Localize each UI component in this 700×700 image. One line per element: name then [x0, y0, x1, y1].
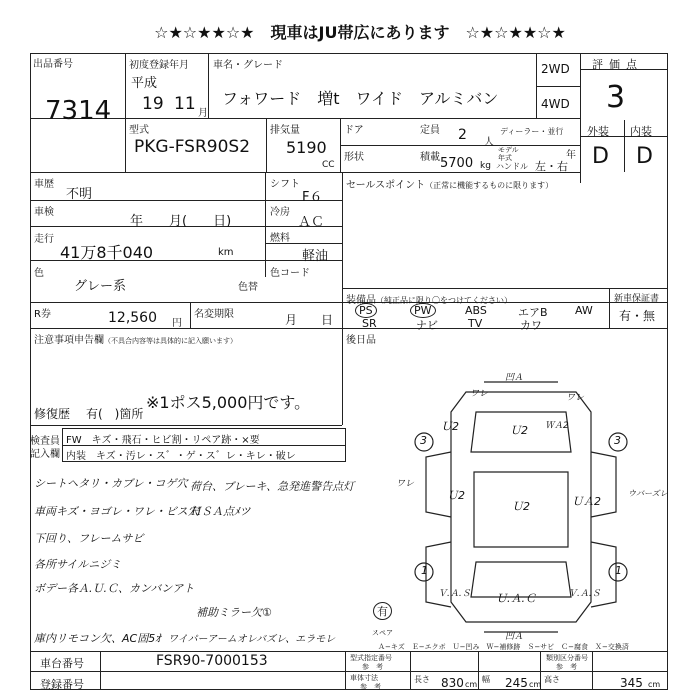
- width-value: 245: [505, 676, 528, 690]
- shape-label: 形状: [344, 152, 364, 163]
- capacity-unit: 人: [484, 137, 494, 148]
- checklist-row-2: 内装 キズ・汚レ・ス゛・ゲ・ス゛レ・キレ・破レ: [66, 451, 296, 462]
- displacement-unit: CC: [322, 160, 335, 170]
- length-label: 長さ: [414, 675, 430, 684]
- note-0: シートヘタリ・カブレ・コゲ穴: [34, 477, 188, 490]
- damage-legend: Ａ−キズ Ｅ−エクボ Ｕ−凹み Ｗ−補修跡 Ｓ−サビ Ｃ−腐食 Ｘ−交換済: [378, 643, 629, 651]
- checklist-label-2: 記入欄: [30, 449, 60, 460]
- interior-label: 内装: [630, 125, 652, 138]
- exterior-value: D: [592, 144, 609, 169]
- mark-12: 3: [420, 434, 427, 447]
- mark-16: ワレ: [396, 479, 415, 489]
- banner: ☆★☆★★☆★ 現車はJU帯広にあります ☆★☆★★☆★: [154, 23, 566, 42]
- note-9: ワイパーアームオレバズレ、エラモレ: [168, 634, 336, 645]
- recycle-unit: 円: [172, 318, 182, 329]
- checklist-row-1: FW キズ・飛石・ヒビ割・リペア跡・×要: [66, 435, 260, 446]
- sales-point-label: [346, 176, 553, 191]
- handle-label: ハンドル: [496, 162, 528, 171]
- model-year-label: モデル年式: [498, 146, 519, 162]
- lot-number: 7314: [45, 96, 112, 126]
- note-8: 庫内リモコン欠、AC固5ｵ: [34, 632, 161, 645]
- sales-point-title: セールスポイント: [346, 180, 426, 191]
- mark-10: ＷＡ2: [545, 421, 569, 431]
- first-reg-label: 初度登録年月: [129, 60, 189, 71]
- dims-sub: 参 考: [360, 683, 381, 691]
- displacement-value: 5190: [286, 138, 327, 157]
- equip-tv: TV: [468, 317, 483, 330]
- load-unit: kg: [480, 161, 491, 171]
- doors-label: ドア: [344, 125, 364, 136]
- mark-13: 3: [614, 434, 621, 447]
- category-label: 類別区分番号: [546, 654, 588, 662]
- declaration-text: ※1ポス5,000円です。: [146, 393, 311, 412]
- drive-4wd: 4WD: [541, 97, 570, 111]
- category-sub: 参 考: [556, 663, 577, 671]
- height-unit: cm: [648, 680, 661, 689]
- equipment-note: （純正品に限り〇をつけてください）: [376, 296, 512, 305]
- capacity-label: 定員: [420, 125, 440, 136]
- rear-seat-label: 後日品: [346, 335, 376, 346]
- car-name: フォワード 増t ワイド アルミバン: [222, 89, 499, 108]
- spare-value: 有: [373, 602, 392, 620]
- equip-airbag: エアB: [518, 306, 548, 319]
- displacement-label: 排気量: [270, 125, 300, 136]
- dealer-label: ディーラー・並行: [500, 127, 564, 136]
- chassis-value: FSR90-7000153: [156, 653, 268, 669]
- mark-8: ワレ: [470, 389, 489, 399]
- equip-aw: AW: [575, 304, 593, 317]
- repair-label: 修復歴: [34, 407, 71, 421]
- repair-value: 有( )箇所: [86, 407, 144, 421]
- shift-value: F６: [302, 190, 323, 205]
- new-warranty-label: 新車保証書: [614, 294, 660, 304]
- car-name-label: 車名・グレード: [213, 60, 283, 71]
- equip-ps-circle: PS: [355, 303, 377, 318]
- equip-pw-circle: PW: [410, 303, 436, 318]
- year-unit: 年: [566, 150, 576, 161]
- equip-leather: カワ: [520, 319, 542, 332]
- color-value: グレー系: [74, 279, 127, 294]
- note-1: 荷台、ブレーキ、急発進警告点灯: [190, 480, 355, 493]
- load-value: 5700: [440, 156, 474, 171]
- note-2: 車両キズ・ヨゴレ・ワレ・ビス穴: [34, 505, 199, 518]
- equip-abs: ABS: [465, 304, 487, 317]
- mileage-label: 走行: [34, 234, 54, 245]
- first-reg-month: 11: [174, 94, 196, 114]
- drive-2wd: 2WD: [541, 62, 570, 76]
- recycle-label: R券: [34, 309, 51, 320]
- color-label: 色: [34, 268, 44, 279]
- declaration-title: 注意事項申告欄: [34, 335, 104, 346]
- reg-deadline-label: 名変期限: [194, 309, 234, 320]
- mark-0: Ｕ2: [510, 424, 528, 437]
- declaration-label: [34, 331, 237, 346]
- length-value: 830: [441, 676, 464, 690]
- mileage-value: 41万8千040: [60, 243, 154, 262]
- sales-point-note: （正常に機能するものに限ります）: [425, 181, 554, 190]
- model-value: PKG-FSR90S2: [134, 137, 251, 157]
- equipment-title: 装備品: [346, 295, 376, 306]
- mark-1: Ｕ2: [447, 489, 465, 502]
- note-6: ボデー各Ａ.Ｕ.Ｃ、カンバンアト: [34, 582, 195, 595]
- recycle-value: 12,560: [108, 310, 157, 326]
- color-change: 色替: [238, 282, 258, 293]
- type-designation-label: 型式指定番号: [350, 654, 392, 662]
- type-designation-sub: 参 考: [362, 663, 383, 671]
- reg-deadline-value: 月 日: [285, 313, 334, 327]
- inspection-value: 年 月( 日): [130, 214, 232, 229]
- mark-7: Ｖ.Ａ.Ｓ: [568, 589, 601, 599]
- ac-label: 冷房: [270, 207, 290, 218]
- checklist-label-1: 検査員: [30, 436, 60, 447]
- capacity-value: 2: [458, 127, 467, 143]
- spare-label: スペア: [372, 629, 393, 637]
- lot-label: 出品番号: [33, 59, 73, 70]
- exterior-label: 外装: [587, 125, 609, 138]
- load-label: 積載: [420, 152, 440, 163]
- history-label: 車歴: [34, 179, 54, 190]
- mark-14: 1: [421, 564, 428, 577]
- height-value: 345: [620, 676, 643, 690]
- mileage-unit: km: [218, 247, 234, 258]
- first-reg-month-unit: 月: [198, 108, 208, 119]
- width-unit: cm: [529, 680, 542, 689]
- color-code-label: 色コード: [270, 268, 310, 279]
- shift-label: シフト: [270, 179, 300, 190]
- spare-tire-mark: [372, 600, 393, 639]
- handle-value: 左・右: [535, 160, 568, 173]
- diagram-front: 凹Ａ: [505, 373, 524, 383]
- dims-label: 車体寸法: [350, 674, 378, 682]
- score-label: 評価点: [592, 58, 643, 71]
- first-reg-era: 平成: [131, 76, 158, 91]
- declaration-note: （不具合内容等は具体的に記入願います）: [104, 337, 237, 345]
- equip-navi: ナビ: [416, 319, 438, 332]
- history-value: 不明: [66, 187, 93, 202]
- score-value: 3: [606, 80, 626, 115]
- note-4: 下回り、フレームサビ: [34, 532, 144, 545]
- note-7: 補助ミラー欠①: [196, 606, 272, 619]
- mark-3: Ｕ2: [441, 420, 459, 433]
- ac-value: ＡＣ: [298, 215, 325, 230]
- length-unit: cm: [465, 680, 478, 689]
- interior-value: D: [636, 144, 653, 169]
- chassis-label: 車台番号: [40, 657, 84, 670]
- fuel-value: 軽油: [302, 249, 329, 264]
- mark-2: Ｕ2: [512, 500, 530, 513]
- equip-pw: [410, 303, 436, 318]
- width-label: 幅: [482, 675, 490, 684]
- note-3: ＨＳＡ点ﾒツ: [190, 505, 251, 518]
- equip-ps: [355, 303, 377, 318]
- mark-4: ＵＡ2: [572, 495, 601, 508]
- note-5: 各所サイルニジミ: [34, 558, 122, 571]
- height-label: 高さ: [544, 675, 560, 684]
- new-warranty-value: 有・無: [619, 309, 656, 323]
- mark-5: Ｕ.Ａ.Ｃ: [496, 592, 536, 605]
- first-reg-year: 19: [142, 94, 164, 114]
- plate-label: 登録番号: [40, 678, 84, 691]
- inspection-label: 車検: [34, 207, 54, 218]
- equip-sr: SR: [362, 317, 377, 330]
- mark-6: Ｖ.Ａ.Ｓ: [438, 589, 471, 599]
- fuel-label: 燃料: [270, 233, 290, 244]
- mark-9: ワレ: [566, 393, 585, 403]
- mark-15: 1: [615, 564, 622, 577]
- mark-11: ウバーズレ: [628, 489, 668, 498]
- diagram-rear: 凹Ａ: [505, 632, 524, 642]
- model-label: 型式: [129, 125, 149, 136]
